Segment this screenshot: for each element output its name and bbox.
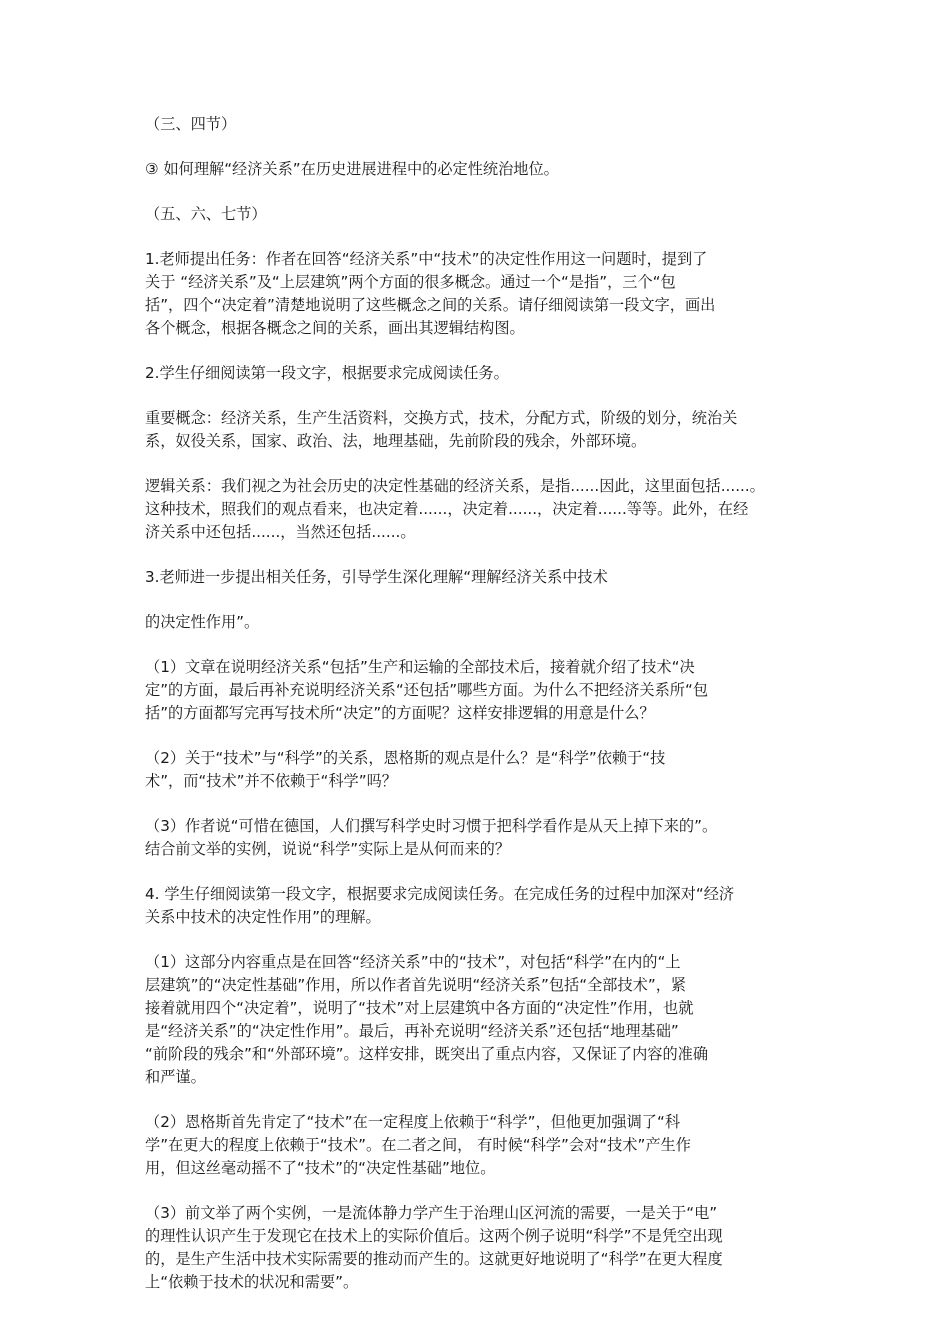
text-line: 3.老师进一步提出相关任务，引导学生深化理解“理解经济关系中技术	[145, 568, 608, 586]
text-line: 重要概念：经济关系，生产生活资料，交换方式，技术，分配方式，阶级的划分，统治关	[145, 409, 738, 427]
paragraph	[145, 611, 813, 634]
paragraph	[145, 362, 813, 385]
text-line: 各个概念，根据各概念之间的关系，画出其逻辑结构图。	[145, 319, 525, 337]
paragraph	[145, 407, 813, 453]
text-line: 层建筑”的“决定性基础”作用，所以作者首先说明“经济关系”包括“全部技术”，紧	[145, 976, 687, 994]
text-line: 括”，四个“决定着”清楚地说明了这些概念之间的关系。请仔细阅读第一段文字，画出	[145, 296, 716, 314]
text-line: （2）恩格斯首先肯定了“技术”在一定程度上依赖于“科学”，但他更加强调了“科	[145, 1113, 681, 1131]
text-line: 2.学生仔细阅读第一段文字，根据要求完成阅读任务。	[145, 364, 509, 382]
text-line: 关于 “经济关系”及“上层建筑”两个方面的很多概念。通过一个“是指”，三个“包	[145, 273, 676, 291]
text-line: 术”，而“技术”并不依赖于“科学”吗？	[145, 772, 397, 790]
paragraph	[145, 747, 813, 793]
text-line: （1）这部分内容重点是在回答“经济关系”中的“技术”，对包括“科学”在内的“上	[145, 953, 681, 971]
text-line: 4. 学生仔细阅读第一段文字，根据要求完成阅读任务。在完成任务的过程中加深对“经济	[145, 885, 735, 903]
text-line: 的理性认识产生于发现它在技术上的实际价值后。这两个例子说明“科学”不是凭空出现	[145, 1227, 723, 1245]
text-line: （3）前文举了两个实例，一是流体静力学产生于治理山区河流的需要，一是关于“电”	[145, 1204, 718, 1222]
paragraph	[145, 566, 813, 589]
text-line: 的，是生产生活中技术实际需要的推动而产生的。这就更好地说明了“科学”在更大程度	[145, 1250, 723, 1268]
text-line: 1.老师提出任务：作者在回答“经济关系”中“技术”的决定性作用这一问题时，提到了	[145, 250, 708, 268]
text-line: 的决定性作用”。	[145, 613, 260, 631]
text-line: ③ 如何理解“经济关系”在历史进展进程中的必定性统治地位。	[145, 160, 559, 178]
paragraph	[145, 951, 813, 1089]
text-line: 这种技术，照我们的观点看来，也决定着......，决定着......，决定着......等等。此外，在经	[145, 500, 749, 518]
text-line: （三、四节）	[145, 115, 237, 133]
text-line: 结合前文举的实例，说说“科学”实际上是从何而来的？	[145, 840, 511, 858]
text-line: （五、六、七节）	[145, 205, 267, 223]
paragraph	[145, 1111, 813, 1180]
paragraph	[145, 475, 813, 544]
document-page	[145, 113, 813, 1316]
text-line: （3）作者说“可惜在德国，人们撰写科学史时习惯于把科学看作是从天上掉下来的”。	[145, 817, 718, 835]
text-line: （1）文章在说明经济关系“包括”生产和运输的全部技术后，接着就介绍了技术“决	[145, 658, 695, 676]
text-line: 关系中技术的决定性作用”的理解。	[145, 908, 381, 926]
paragraph	[145, 248, 813, 340]
paragraph	[145, 1202, 813, 1294]
text-line: （2）关于“技术”与“科学”的关系，恩格斯的观点是什么？是“科学”依赖于“技	[145, 749, 666, 767]
text-line: 接着就用四个“决定着”，说明了“技术”对上层建筑中各方面的“决定性”作用，也就	[145, 999, 694, 1017]
paragraph	[145, 113, 813, 136]
text-line: 逻辑关系：我们视之为社会历史的决定性基础的经济关系，是指......因此，这里面包括......。	[145, 477, 765, 495]
text-line: 用，但这丝毫动摇不了“技术”的“决定性基础”地位。	[145, 1159, 496, 1177]
text-line: 济关系中还包括......，当然还包括......。	[145, 523, 416, 541]
paragraph	[145, 656, 813, 725]
paragraph	[145, 815, 813, 861]
text-line: 括”的方面都写完再写技术所“决定”的方面呢？这样安排逻辑的用意是什么？	[145, 704, 655, 722]
text-line: 和严谨。	[145, 1068, 206, 1086]
text-line: 是“经济关系”的“决定性作用”。最后，再补充说明“经济关系”还包括“地理基础”	[145, 1022, 679, 1040]
text-line: 定”的方面，最后再补充说明经济关系“还包括”哪些方面。为什么不把经济关系所“包	[145, 681, 709, 699]
paragraph	[145, 883, 813, 929]
text-line: 系，奴役关系，国家、政治、法，地理基础，先前阶段的残余，外部环境。	[145, 432, 647, 450]
paragraph	[145, 203, 813, 226]
text-line: “前阶段的残余”和“外部环境”。这样安排，既突出了重点内容，又保证了内容的准确	[145, 1045, 709, 1063]
paragraph	[145, 158, 813, 181]
text-line: 上“依赖于技术的状况和需要”。	[145, 1273, 359, 1291]
text-line: 学”在更大的程度上依赖于“技术”。在二者之间， 有时候“科学”会对“技术”产生作	[145, 1136, 691, 1154]
